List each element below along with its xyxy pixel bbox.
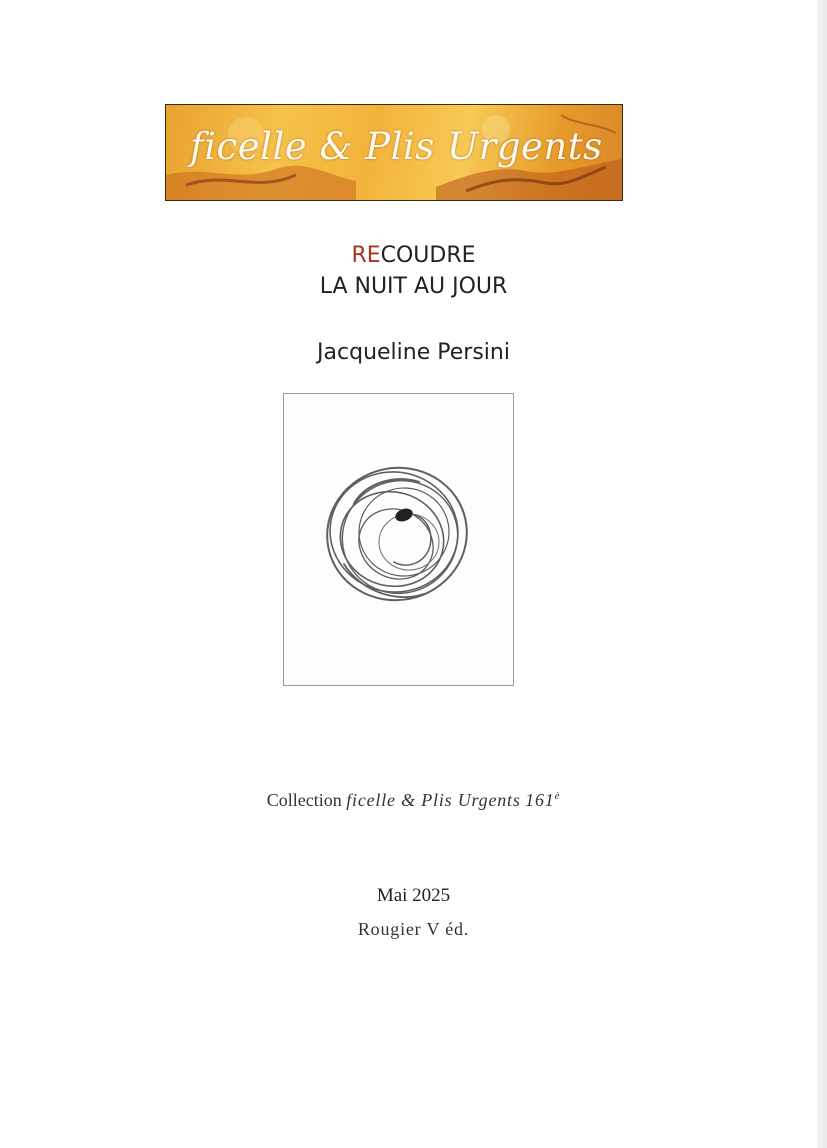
title-accent: RE bbox=[351, 243, 381, 268]
collection-line bbox=[0, 790, 827, 811]
publication-date: Mai 2025 bbox=[376, 885, 451, 906]
scribble-spiral-icon bbox=[284, 394, 513, 685]
cover-illustration bbox=[283, 393, 514, 686]
collection-number-suffix: è bbox=[554, 790, 561, 802]
collection-prefix: Collection bbox=[266, 790, 342, 810]
author-name: Jacqueline Persini bbox=[317, 340, 510, 365]
book-title-line-2: LA NUIT AU JOUR bbox=[319, 274, 508, 299]
collection-number: 161 bbox=[525, 790, 555, 810]
page-edge-shadow bbox=[817, 0, 827, 1148]
publisher-name: Rougier V éd. bbox=[357, 919, 470, 939]
title-rest: COUDRE bbox=[380, 243, 476, 268]
book-title-line-1 bbox=[0, 243, 827, 268]
collection-name: ficelle & Plis Urgents bbox=[346, 790, 521, 810]
banner-title: ficelle & Plis Urgents bbox=[190, 125, 603, 168]
collection-banner bbox=[165, 104, 623, 201]
